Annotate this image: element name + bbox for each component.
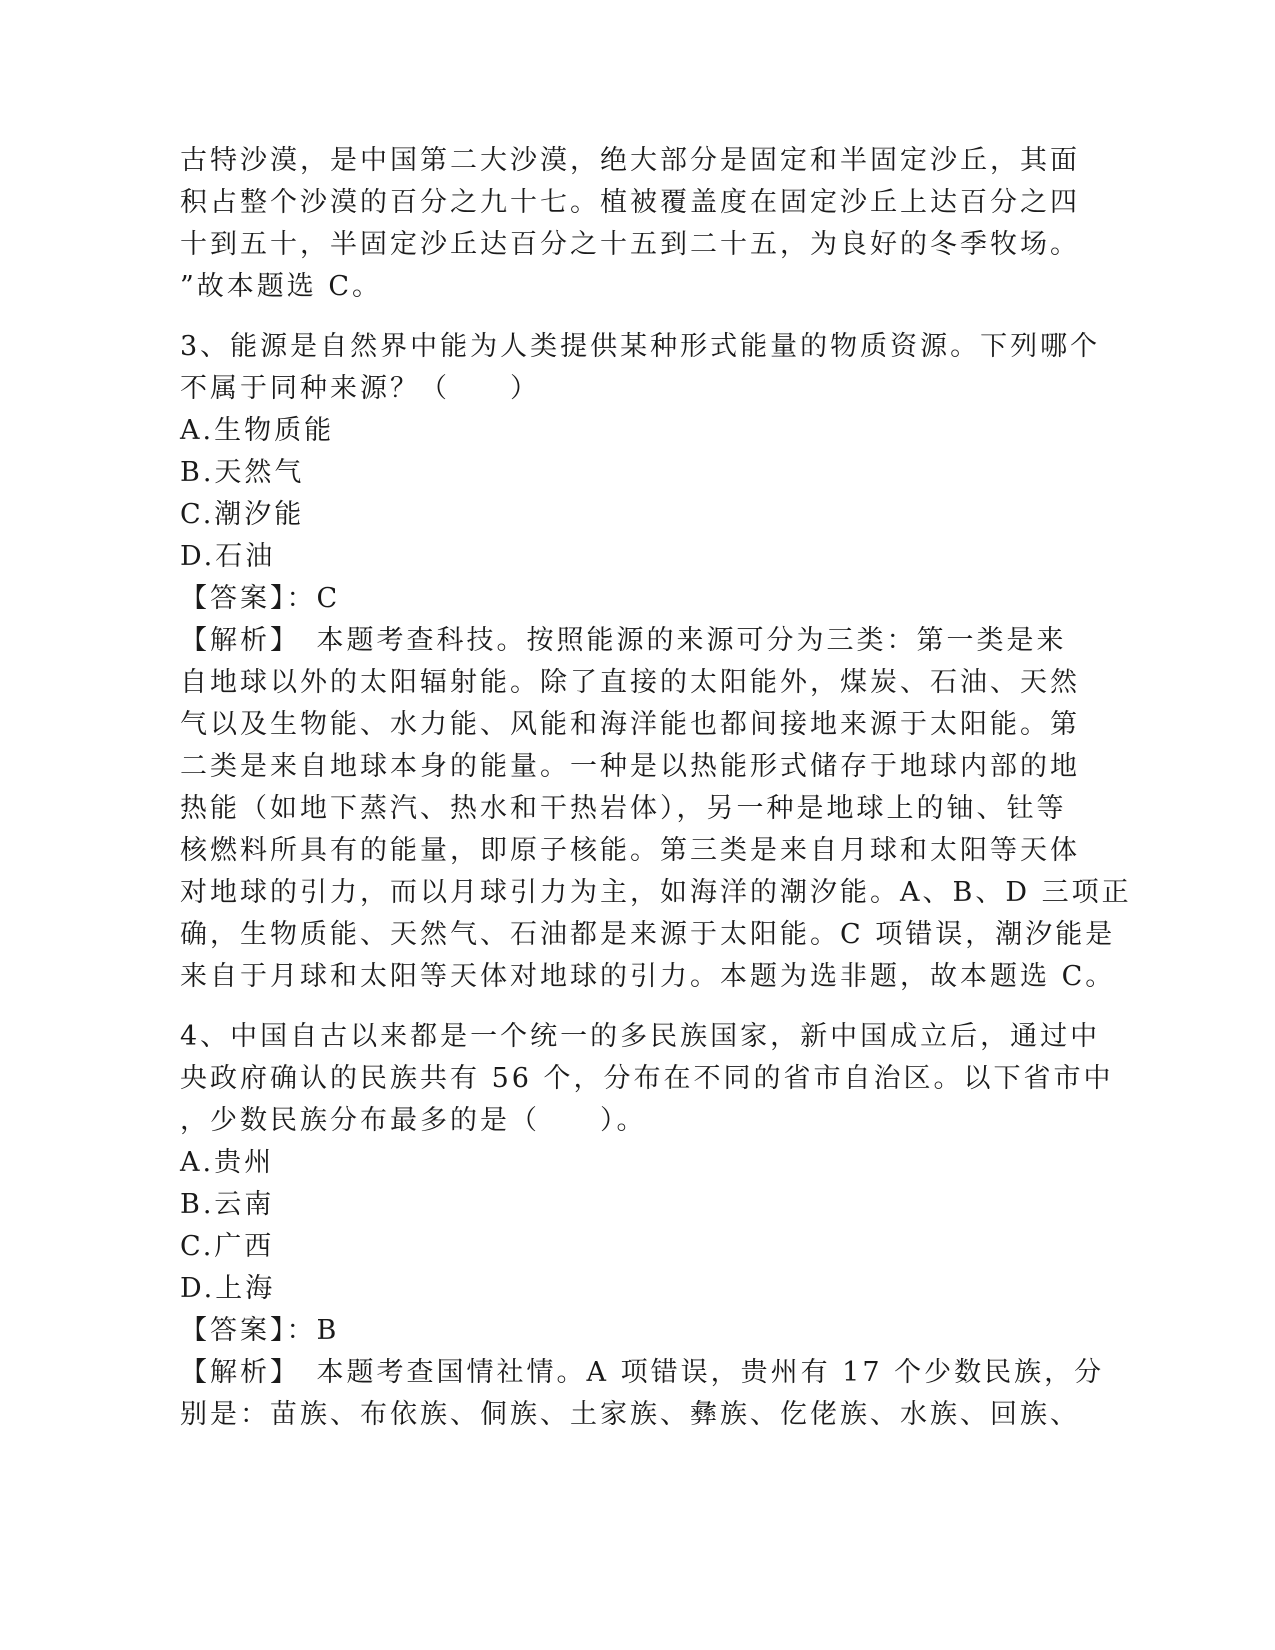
option-a: A.贵州 xyxy=(180,1147,275,1178)
answer-line: 【答案】：B xyxy=(180,1315,340,1346)
analysis-line: 【解析】 本题考查科技。按照能源的来源可分为三类：第一类是来 xyxy=(180,625,1067,656)
paragraph-gap xyxy=(180,308,1080,326)
option-d: D.石油 xyxy=(180,541,276,572)
answer-line: 【答案】：C xyxy=(180,583,341,614)
option-b: B.天然气 xyxy=(180,457,305,488)
analysis-line: 热能（如地下蒸汽、热水和干热岩体），另一种是地球上的铀、钍等 xyxy=(180,793,1067,824)
question-stem-line: 4、中国自古以来都是一个统一的多民族国家，新中国成立后，通过中 xyxy=(180,1021,1101,1052)
question-stem-line: ，少数民族分布最多的是（ ）。 xyxy=(180,1105,647,1136)
question-stem-line: 不属于同种来源？（ ） xyxy=(180,373,540,404)
question-stem-line: 央政府确认的民族共有 56 个，分布在不同的省市自治区。以下省市中 xyxy=(180,1063,1114,1094)
option-b: B.云南 xyxy=(180,1189,275,1220)
analysis-line: 自地球以外的太阳辐射能。除了直接的太阳能外，煤炭、石油、天然 xyxy=(180,667,1080,698)
text-line: 古特沙漠，是中国第二大沙漠，绝大部分是固定和半固定沙丘，其面 xyxy=(180,145,1080,176)
analysis-line: 核燃料所具有的能量，即原子核能。第三类是来自月球和太阳等天体 xyxy=(180,835,1080,866)
text-line: ”故本题选 C。 xyxy=(180,271,383,302)
text-line: 十到五十，半固定沙丘达百分之十五到二十五，为良好的冬季牧场。 xyxy=(180,229,1080,260)
intro-paragraph xyxy=(180,140,1080,308)
question-stem-line: 3、能源是自然界中能为人类提供某种形式能量的物质资源。下列哪个 xyxy=(180,331,1101,362)
analysis-line: 确，生物质能、天然气、石油都是来源于太阳能。C 项错误，潮汐能是 xyxy=(180,919,1116,950)
option-d: D.上海 xyxy=(180,1273,276,1304)
option-a: A.生物质能 xyxy=(180,415,335,446)
text-line: 积占整个沙漠的百分之九十七。植被覆盖度在固定沙丘上达百分之四 xyxy=(180,187,1080,218)
question-3 xyxy=(180,326,1132,998)
option-c: C.广西 xyxy=(180,1231,275,1262)
question-4 xyxy=(180,1016,1114,1436)
document-page xyxy=(180,140,1132,1436)
analysis-line: 二类是来自地球本身的能量。一种是以热能形式储存于地球内部的地 xyxy=(180,751,1080,782)
analysis-line: 别是：苗族、布依族、侗族、土家族、彝族、仡佬族、水族、回族、 xyxy=(180,1399,1080,1430)
analysis-line: 气以及生物能、水力能、风能和海洋能也都间接地来源于太阳能。第 xyxy=(180,709,1080,740)
paragraph-gap xyxy=(180,998,1080,1016)
option-c: C.潮汐能 xyxy=(180,499,305,530)
analysis-line: 【解析】 本题考查国情社情。A 项错误，贵州有 17 个少数民族，分 xyxy=(180,1357,1105,1388)
analysis-line: 对地球的引力，而以月球引力为主，如海洋的潮汐能。A、B、D 三项正 xyxy=(180,877,1132,908)
analysis-line: 来自于月球和太阳等天体对地球的引力。本题为选非题，故本题选 C。 xyxy=(180,961,1116,992)
